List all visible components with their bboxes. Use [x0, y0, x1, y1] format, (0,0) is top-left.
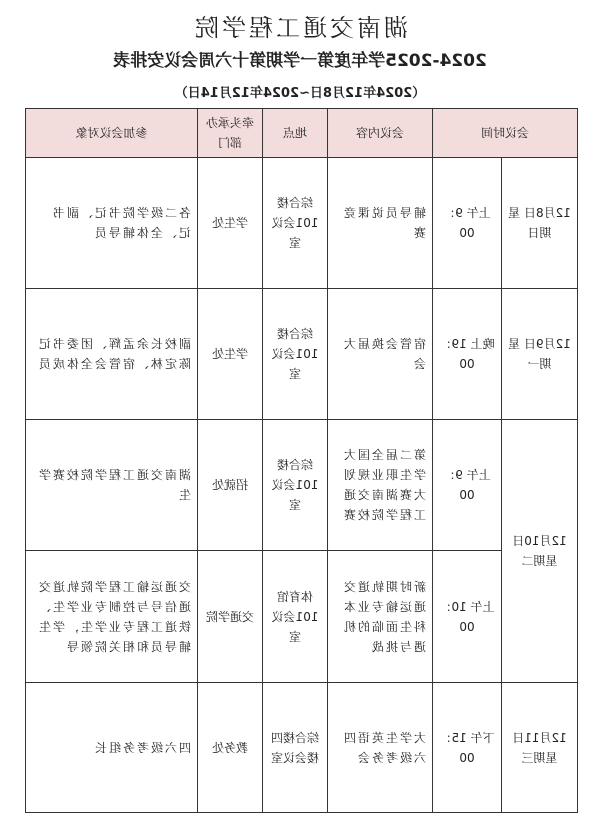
cell-attendees: 湖南交通工程学院校赛学生	[26, 420, 198, 551]
table-header-row	[26, 109, 578, 158]
cell-date: 12月11日 星期三	[502, 683, 578, 813]
table-row	[26, 683, 578, 813]
header-attendees: 参加会议对象	[26, 109, 198, 158]
cell-time: 上午 9：00	[433, 420, 502, 551]
cell-dept: 交通学院	[198, 551, 263, 683]
cell-place: 综合楼四楼会议室	[263, 683, 328, 813]
cell-date: 12月9日 星期一	[502, 289, 578, 420]
cell-date: 12月8日 星期日	[502, 158, 578, 289]
cell-content: 大学生英语四六级考务会	[328, 683, 433, 813]
cell-attendees: 交通运输工程学院轨道交通信号与控制专业学生、铁道工程专业学生，学生辅导员和相关院领导	[26, 551, 198, 683]
cell-dept: 招就处	[198, 420, 263, 551]
school-name: 湖南交通工程学院	[192, 14, 408, 42]
cell-dept: 学生处	[198, 158, 263, 289]
cell-place: 综合楼101会议室	[263, 420, 328, 551]
cell-attendees: 四六级考务组长	[26, 683, 198, 813]
header-dept: 牵头承办部门	[198, 109, 263, 158]
cell-time: 上午 9：00	[433, 158, 502, 289]
table-row	[26, 158, 578, 289]
table-row	[26, 551, 578, 683]
header-place: 地点	[263, 109, 328, 158]
table-row	[26, 420, 578, 551]
cell-content: 辅导员说课竞赛	[328, 158, 433, 289]
page-title: 2024-2025学年度第一学期第十六周会议安排表	[113, 51, 487, 71]
cell-attendees: 各二级学院书记、副书记、全体辅导员	[26, 158, 198, 289]
date-range: （2024年12月8日~2024年12月14日）	[174, 86, 426, 101]
table-row	[26, 289, 578, 420]
cell-time: 上午 10：00	[433, 551, 502, 683]
cell-place: 综合楼101会议室	[263, 289, 328, 420]
cell-content: 第二届全国大学生职业规划大赛湖南交通工程学院校赛	[328, 420, 433, 551]
schedule-table	[25, 108, 578, 813]
cell-place: 体育馆101会议室	[263, 551, 328, 683]
cell-dept: 学生处	[198, 289, 263, 420]
cell-time: 晚上 19：00	[433, 289, 502, 420]
cell-time: 下午 15：00	[433, 683, 502, 813]
cell-dept: 教务处	[198, 683, 263, 813]
cell-place: 综合楼101会议室	[263, 158, 328, 289]
cell-date: 12月10日 星期二	[502, 420, 578, 683]
header-content: 会议内容	[328, 109, 433, 158]
cell-content: 新时期轨道交通运输专业本科生面临的机遇与挑战	[328, 551, 433, 683]
header-time: 会议时间	[433, 109, 578, 158]
cell-attendees: 副校长余孟辉、团委书记陈定林、宿管会全体成员	[26, 289, 198, 420]
cell-content: 宿管会换届大会	[328, 289, 433, 420]
